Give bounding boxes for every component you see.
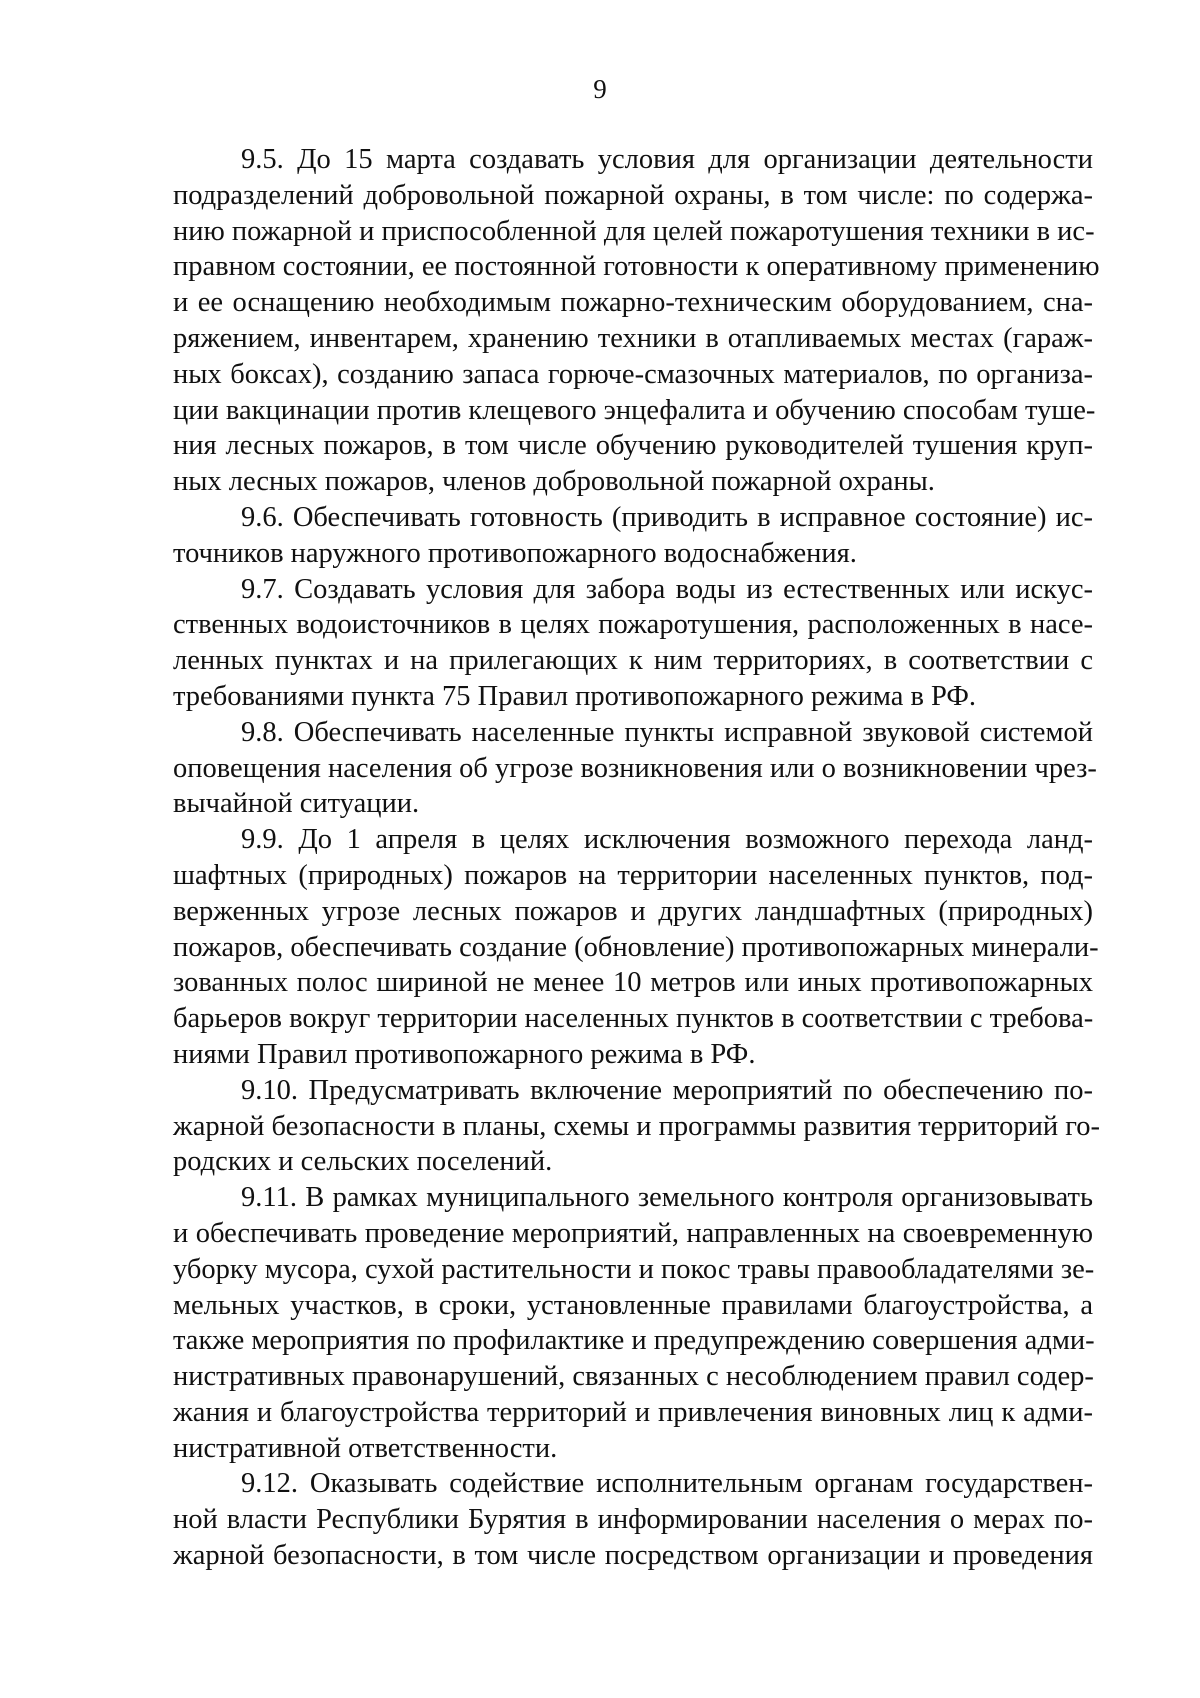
text-line: мельных участков, в сроки, установленные правилами благоустройства, а: [173, 1289, 1093, 1321]
text-line: нистративной ответственности.: [173, 1432, 558, 1464]
paragraph-9-11: [173, 1180, 1093, 1466]
text-line: и обеспечивать проведение мероприятий, направленных на своевременную: [173, 1217, 1093, 1249]
text-line: барьеров вокруг территории населенных пунктов в соответствии с требова-: [173, 1003, 1094, 1035]
paragraph-9-9: [173, 822, 1099, 1073]
paragraph-9-7: [173, 572, 1093, 715]
text-line: нистративных правонарушений, связанных с несоблюдением правил содер-: [173, 1361, 1094, 1393]
text-line: и ее оснащению необходимым пожарно-техническим оборудованием, сна-: [173, 287, 1093, 319]
text-line: 9.6. Обеспечивать готовность (приводить в исправное состояние) ис-: [241, 501, 1093, 533]
paragraph-9-12: [173, 1466, 1093, 1573]
text-line: родских и сельских поселений.: [173, 1146, 553, 1178]
text-line: подразделений добровольной пожарной охраны, в том числе: по содержа-: [173, 179, 1093, 211]
text-line: ственных водоисточников в целях пожаротушения, расположенных в насе-: [173, 609, 1093, 641]
text-line: ной власти Республики Бурятия в информировании населения о мерах по-: [173, 1504, 1093, 1536]
text-line: оповещения населения об угрозе возникновения или о возникновении чрез-: [173, 752, 1097, 784]
text-line: шафтных (природных) пожаров на территории населенных пунктов, под-: [173, 859, 1093, 891]
text-line: ных боксах), созданию запаса горюче-смазочных материалов, по организа-: [173, 358, 1093, 390]
text-line: правном состоянии, ее постоянной готовности к оперативному применению: [173, 251, 1100, 283]
page-number: 9: [593, 74, 607, 104]
text-line: ных лесных пожаров, членов добровольной пожарной охраны.: [173, 466, 935, 498]
paragraph-9-5: [173, 142, 1100, 500]
text-line: 9.7. Создавать условия для забора воды из естественных или искус-: [241, 573, 1093, 605]
text-line: 9.10. Предусматривать включение мероприятий по обеспечению по-: [241, 1074, 1093, 1106]
text-line: ленных пунктах и на прилегающих к ним территориях, в соответствии с: [173, 645, 1093, 677]
text-line: вычайной ситуации.: [173, 788, 420, 820]
text-line: 9.11. В рамках муниципального земельного контроля организовывать: [241, 1182, 1093, 1214]
text-line: нию пожарной и приспособленной для целей пожаротушения техники в ис-: [173, 215, 1095, 247]
text-line: жарной безопасности, в том числе посредством организации и проведения: [173, 1540, 1093, 1572]
text-line: ции вакцинации против клещевого энцефалита и обучению способам туше-: [173, 394, 1096, 426]
text-line: жарной безопасности в планы, схемы и программы развития территорий го-: [173, 1110, 1100, 1142]
paragraph-9-6: [173, 500, 1093, 572]
paragraph-9-10: [173, 1073, 1100, 1180]
text-line: пожаров, обеспечивать создание (обновление) противопожарных минерали-: [173, 931, 1099, 963]
text-line: также мероприятия по профилактике и предупреждению совершения адми-: [173, 1325, 1095, 1357]
text-line: требованиями пункта 75 Правил противопожарного режима в РФ.: [173, 680, 977, 712]
paragraph-9-8: [173, 715, 1097, 822]
text-line: 9.9. До 1 апреля в целях исключения возможного перехода ланд-: [241, 824, 1093, 856]
document-body: [173, 142, 1100, 1574]
text-line: зованных полос шириной не менее 10 метров или иных противопожарных: [173, 967, 1093, 999]
text-line: 9.8. Обеспечивать населенные пункты исправной звуковой системой: [241, 716, 1093, 748]
text-line: ниями Правил противопожарного режима в РФ.: [173, 1038, 756, 1070]
text-line: жания и благоустройства территорий и привлечения виновных лиц к адми-: [173, 1396, 1093, 1428]
text-line: 9.12. Оказывать содействие исполнительным органам государствен-: [241, 1468, 1093, 1500]
text-line: 9.5. До 15 марта создавать условия для организации деятельности: [241, 144, 1093, 175]
text-line: верженных угрозе лесных пожаров и других ландшафтных (природных): [173, 895, 1093, 927]
text-line: ния лесных пожаров, в том числе обучению руководителей тушения круп-: [173, 430, 1093, 462]
text-line: точников наружного противопожарного водоснабжения.: [173, 537, 857, 569]
text-line: ряжением, инвентарем, хранению техники в отапливаемых местах (гараж-: [173, 322, 1093, 354]
text-line: уборку мусора, сухой растительности и покос травы правообладателями зе-: [173, 1253, 1095, 1285]
